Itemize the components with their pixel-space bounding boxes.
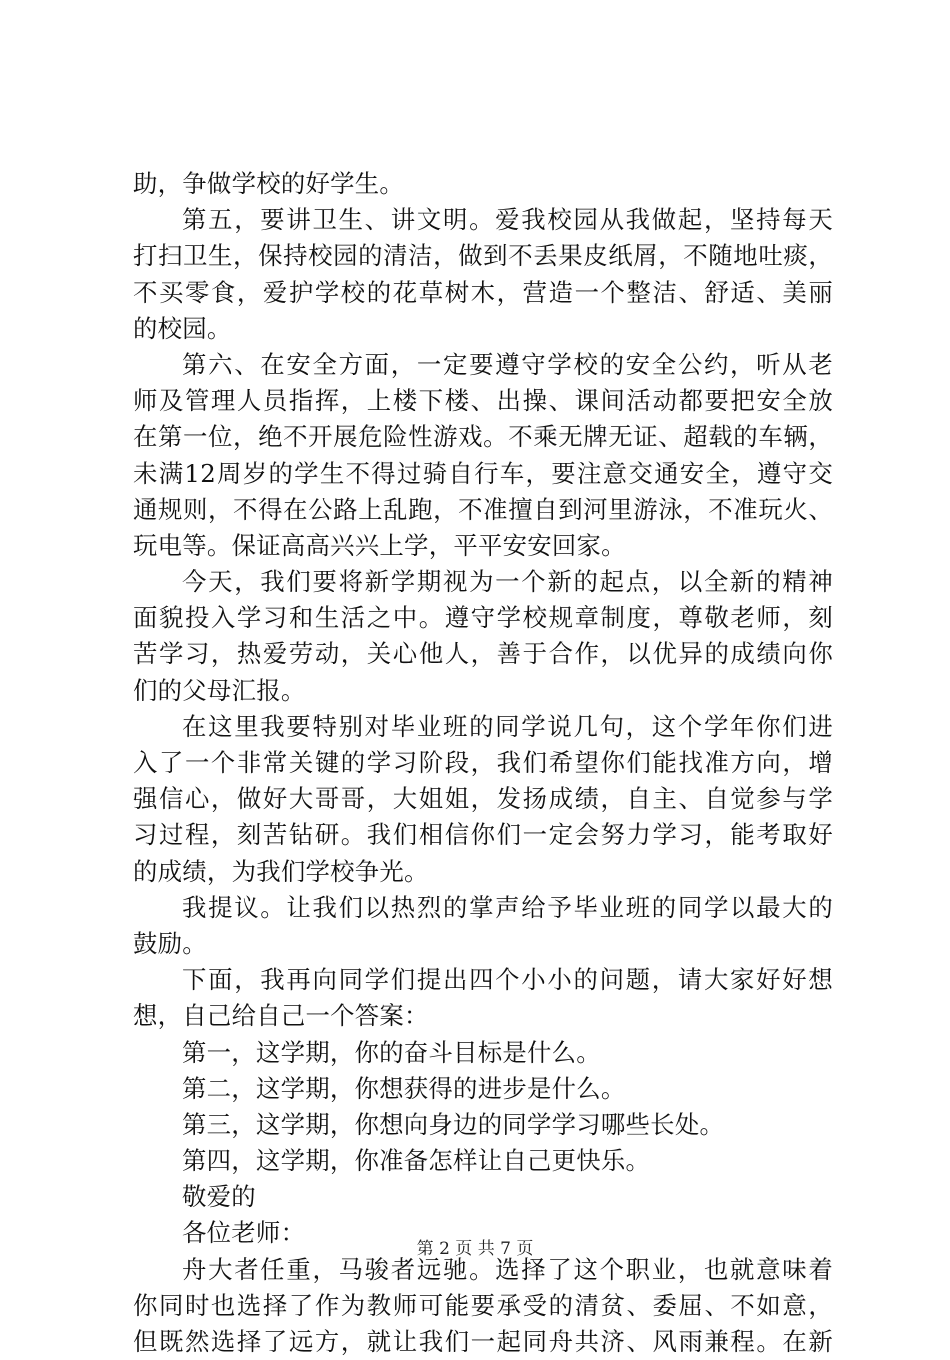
text-line: 今天，我们要将新学期视为一个新的起点，以全新的精神 [182, 567, 833, 597]
text-line: 未满12周岁的学生不得过骑自行车，要注意交通安全，遵守交 [133, 458, 833, 488]
text-line: 第四，这学期，你准备怎样让自己更快乐。 [182, 1146, 651, 1176]
text-line: 但既然选择了远方，就让我们一起同舟共济、风雨兼程。在新 [133, 1327, 833, 1356]
text-line: 第三，这学期，你想向身边的同学学习哪些长处。 [182, 1109, 725, 1139]
text-line: 师及管理人员指挥，上楼下楼、出操、课间活动都要把安全放 [133, 386, 833, 416]
text-line: 在第一位，绝不开展危险性游戏。不乘无牌无证、超载的车辆， [133, 422, 833, 452]
text-line: 第一，这学期，你的奋斗目标是什么。 [182, 1037, 601, 1067]
text-line: 们的父母汇报。 [133, 675, 306, 705]
text-line: 打扫卫生，保持校园的清洁，做到不丢果皮纸屑，不随地吐痰， [133, 241, 833, 271]
text-line: 下面，我再向同学们提出四个小小的问题，请大家好好想 [182, 965, 833, 995]
text-line: 不买零食，爱护学校的花草树木，营造一个整洁、舒适、美丽 [133, 277, 833, 307]
text-line: 习过程，刻苦钻研。我们相信你们一定会努力学习，能考取好 [133, 820, 833, 850]
text-line: 入了一个非常关键的学习阶段，我们希望你们能找准方向，增 [133, 748, 833, 777]
text-line: 舟大者任重，马骏者远驰。选择了这个职业，也就意味着 [182, 1254, 833, 1284]
text-line: 强信心，做好大哥哥，大姐姐，发扬成绩，自主、自觉参与学 [133, 784, 833, 814]
text-line: 的校园。 [133, 313, 232, 343]
text-line: 助，争做学校的好学生。 [133, 169, 405, 198]
text-line: 苦学习，热爱劳动，关心他人，善于合作，以优异的成绩向你 [133, 639, 833, 669]
text-line: 敬爱的 [182, 1182, 256, 1212]
text-line: 第二，这学期，你想获得的进步是什么。 [182, 1073, 626, 1103]
text-line: 通规则，不得在公路上乱跑，不准擅自到河里游泳，不准玩火、 [133, 494, 833, 524]
page-footer: 第 2 页 共 7 页 [416, 1239, 534, 1259]
text-line: 鼓励。 [133, 928, 207, 958]
text-line: 第五，要讲卫生、讲文明。爱我校园从我做起，坚持每天 [182, 205, 833, 235]
text-line: 在这里我要特别对毕业班的同学说几句，这个学年你们进 [182, 711, 833, 741]
document-body [133, 166, 833, 1360]
text-line: 玩电等。保证高高兴兴上学，平平安安回家。 [133, 530, 626, 560]
text-line: 的成绩，为我们学校争光。 [133, 856, 429, 886]
text-line: 想，自己给自己一个答案： [133, 1001, 429, 1031]
text-line: 第六、在安全方面，一定要遵守学校的安全公约，听从老 [182, 349, 833, 379]
text-line: 你同时也选择了作为教师可能要承受的清贫、委屈、不如意， [133, 1290, 833, 1320]
text-line: 我提议。让我们以热烈的掌声给予毕业班的同学以最大的 [182, 892, 833, 922]
text-line: 各位老师： [182, 1218, 306, 1248]
text-line: 面貌投入学习和生活之中。遵守学校规章制度，尊敬老师，刻 [133, 603, 833, 633]
